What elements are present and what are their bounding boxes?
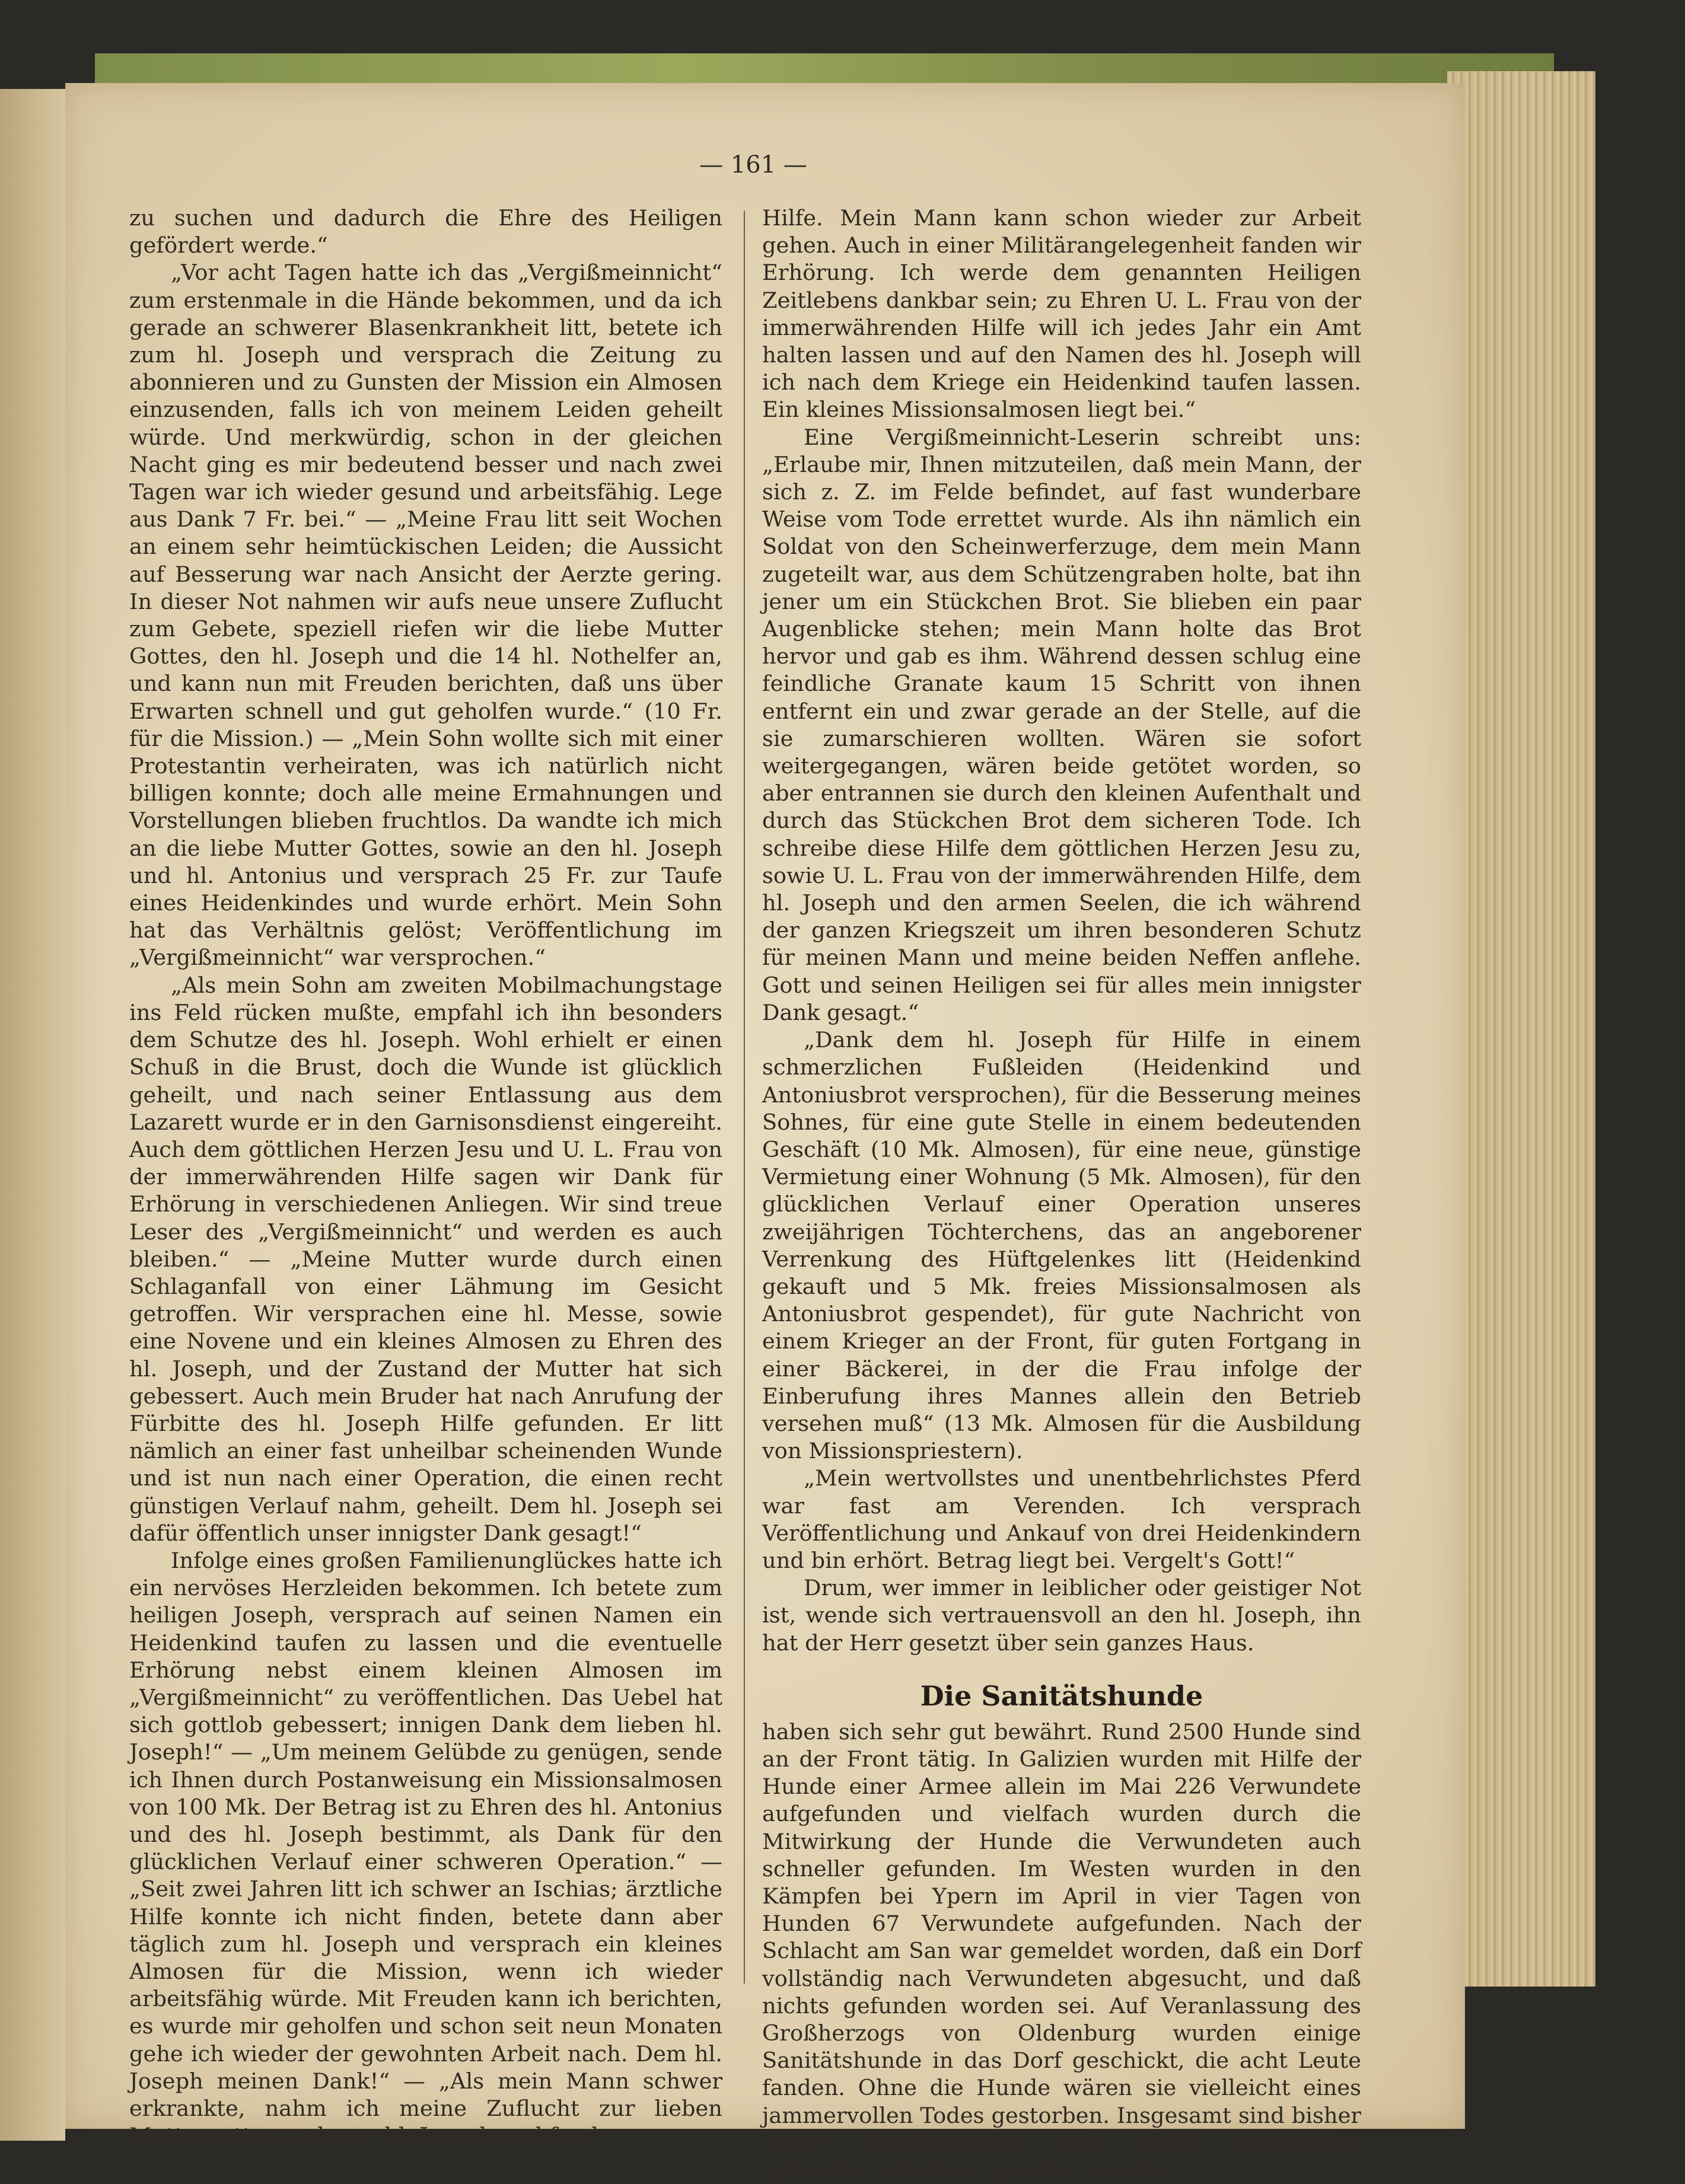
left-column [129, 205, 722, 2150]
paragraph: Hilfe. Mein Mann kann schon wieder zur Arbeit gehen. Auch in einer Militärangelegenheit fanden wir Erhörung. Ich werde dem genannten Heiligen Zeitlebens dankbar sein; zu Ehren U. L. Frau von der immerwährenden Hilfe will ich jedes Jahr ein Amt halten lassen und auf den Namen des hl. Joseph will ich nach dem Kriege ein Heidenkind taufen lassen. Ein kleines Missionsalmosen liegt bei.“ [762, 205, 1361, 423]
paragraph: Drum, wer immer in leiblicher oder geistiger Not ist, wende sich vertrauensvoll an den hl. Joseph, ihn hat der Herr gesetzt über sein ganzes Haus. [762, 1575, 1361, 1656]
page-number: — 161 — [699, 151, 807, 178]
page-stack-edges [1447, 71, 1595, 1987]
right-column [762, 205, 1361, 2184]
left-page-edge [0, 89, 65, 2141]
article-heading: Die Sanitätshunde [920, 1679, 1203, 1712]
paragraph: Eine Vergißmeinnicht-Leserin schreibt uns: „Erlaube mir, Ihnen mitzuteilen, daß mein Mann, der sich z. Z. im Felde befindet, auf fast wunderbare Weise vom Tode errettet wurde. Als ihn nämlich ein Soldat von den Scheinwerferzuge, dem mein Mann zugeteilt war, aus dem Schützengraben holte, bat ihn jener um ein Stückchen Brot. Sie blieben ein paar Augenblicke stehen; mein Mann holte das Brot hervor und gab es ihm. Während dessen schlug eine feindliche Granate kaum 15 Schritt von ihnen entfernt ein und zwar gerade an der Stelle, auf die sie zumarschieren wollten. Wären sie sofort weitergegangen, wären beide getötet worden, so aber entrannen sie durch den kleinen Aufenthalt und durch das Stückchen Brot dem sicheren Tode. Ich schreibe diese Hilfe dem göttlichen Herzen Jesu zu, sowie U. L. Frau von der immerwährenden Hilfe, dem hl. Joseph und den armen Seelen, die ich während der ganzen Kriegszeit um ihren besonderen Schutz für meinen Mann und meine beiden Neffen anflehe. Gott und seinen Heiligen sei für alles mein innigster Dank gesagt.“ [762, 424, 1361, 1025]
paragraph: „Als mein Sohn am zweiten Mobilmachungstage ins Feld rücken mußte, empfahl ich ihn besonders dem Schutze des hl. Joseph. Wohl erhielt er einen Schuß in die Brust, doch die Wunde ist glücklich geheilt, und nach seiner Entlassung aus dem Lazarett wurde er in den Garnisonsdienst eingereiht. Auch dem göttlichen Herzen Jesu und U. L. Frau von der immerwährenden Hilfe sagen wir Dank für Erhörung in verschiedenen Anliegen. Wir sind treue Leser des „Vergißmeinnicht“ und werden es auch bleiben.“ — „Meine Mutter wurde durch einen Schlaganfall von einer Lähmung im Gesicht getroffen. Wir versprachen eine hl. Messe, sowie eine Novene und ein kleines Almosen zu Ehren des hl. Joseph, und der Zustand der Mutter hat sich gebessert. Auch mein Bruder hat nach Anrufung der Fürbitte des hl. Joseph Hilfe gefunden. Er litt nämlich an einer fast unheilbar scheinenden Wunde und ist nun nach einer Operation, die einen recht günstigen Verlauf nahm, geheilt. Dem hl. Joseph sei dafür öffentlich unser innigster Dank gesagt!“ [129, 972, 722, 1546]
paragraph: „Vor acht Tagen hatte ich das „Vergißmeinnicht“ zum erstenmale in die Hände bekommen, und da ich gerade an schwerer Blasenkrankheit litt, betete ich zum hl. Joseph und versprach die Zeitung zu abonnieren und zu Gunsten der Mission ein Almosen einzusenden, falls ich von meinem Leiden geheilt würde. Und merkwürdig, schon in der gleichen Nacht ging es mir bedeutend besser und nach zwei Tagen war ich wieder gesund und arbeitsfähig. Lege aus Dank 7 Fr. bei.“ — „Meine Frau litt seit Wochen an einem sehr heimtückischen Leiden; die Aussicht auf Besserung war nach Ansicht der Aerzte gering. In dieser Not nahmen wir aufs neue unsere Zuflucht zum Gebete, speziell riefen wir die liebe Mutter Gottes, den hl. Joseph und die 14 hl. Nothelfer an, und kann nun mit Freuden berichten, daß uns über Erwarten schnell und gut geholfen wurde.“ (10 Fr. für die Mission.) — „Mein Sohn wollte sich mit einer Protestantin verheiraten, was ich natürlich nicht billigen konnte; doch alle meine Ermahnungen und Vorstellungen blieben fruchtlos. Da wandte ich mich an die liebe Mutter Gottes, sowie an den hl. Joseph und hl. Antonius und versprach 25 Fr. zur Taufe eines Heidenkindes und wurde erhört. Mein Sohn hat das Verhältnis gelöst; Veröffentlichung im „Vergißmeinnicht“ war versprochen.“ [129, 260, 722, 971]
paragraph: „Mein wertvollstes und unentbehrlichstes Pferd war fast am Verenden. Ich versprach Veröffentlichung und Ankauf von drei Heidenkindern und bin erhört. Betrag liegt bei. Vergelt's Gott!“ [762, 1465, 1361, 1573]
column-divider [744, 211, 745, 1984]
article-body: haben sich sehr gut bewährt. Rund 2500 Hunde sind an der Front tätig. In Galizien wurden mit Hilfe der Hunde einer Armee allein im Mai 226 Verwundete aufgefunden und vielfach wurden durch die Mitwirkung der Hunde die Verwundeten auch schneller gefunden. Im Westen wurden in den Kämpfen bei Ypern im April in vier Tagen von Hunden 67 Verwundete aufgefunden. Nach der Schlacht am San war gemeldet worden, daß ein Dorf vollständig nach Verwundeten abgesucht, und daß nichts gefunden worden sei. Auf Veranlassung des Großherzogs von Oldenburg wurden einige Sanitätshunde in das Dorf geschickt, die acht Leute fanden. Ohne die Hunde wären sie vielleicht eines jammervollen Todes gestorben. Insgesamt sind bisher durch Sanitätshunde rund 8000 Verwundete gefunden und damit gerettet worden. [762, 1718, 1361, 2183]
paragraph: „Dank dem hl. Joseph für Hilfe in einem schmerzlichen Fußleiden (Heidenkind und Antoniusbrot versprochen), für die Besserung meines Sohnes, für eine gute Stelle in einem bedeutenden Geschäft (10 Mk. Almosen), für eine neue, günstige Vermietung einer Wohnung (5 Mk. Almosen), für den glücklichen Verlauf einer Operation unseres zweijährigen Töchterchens, das an angeborener Verrenkung des Hüftgelenkes litt (Heidenkind gekauft und 5 Mk. freies Missionsalmosen als Antoniusbrot gespendet), für gute Nachricht von einem Krieger an der Front, für guten Fortgang in einer Bäckerei, in der die Frau infolge der Einberufung ihres Mannes allein den Betrieb versehen muß“ (13 Mk. Almosen für die Ausbildung von Missionspriestern). [762, 1027, 1361, 1464]
paragraph: Infolge eines großen Familienunglückes hatte ich ein nervöses Herzleiden bekommen. Ich betete zum heiligen Joseph, versprach auf seinen Namen ein Heidenkind taufen zu lassen und die eventuelle Erhörung nebst einem kleinen Almosen im „Vergißmeinnicht“ zu veröffentlichen. Das Uebel hat sich gottlob gebessert; innigen Dank dem lieben hl. Joseph!“ — „Um meinem Gelübde zu genügen, sende ich Ihnen durch Postanweisung ein Missionsalmosen von 100 Mk. Der Betrag ist zu Ehren des hl. Antonius und des hl. Joseph bestimmt, als Dank für den glücklichen Verlauf einer schweren Operation.“ — „Seit zwei Jahren litt ich schwer an Ischias; ärztliche Hilfe konnte ich nicht finden, betete dann aber täglich zum hl. Joseph und versprach ein kleines Almosen für die Mission, wenn ich wieder arbeitsfähig würde. Mit Freuden kann ich berichten, es wurde mir geholfen und schon seit neun Monaten gehe ich wieder der gewohnten Arbeit nach. Dem hl. Joseph meinen Dank!“ — „Als mein Mann schwer erkrankte, nahm ich meine Zuflucht zur lieben Muttergottes und zum hl. Joseph und fand [129, 1547, 722, 2149]
paragraph: zu suchen und dadurch die Ehre des Heiligen gefördert werde.“ [129, 205, 722, 259]
